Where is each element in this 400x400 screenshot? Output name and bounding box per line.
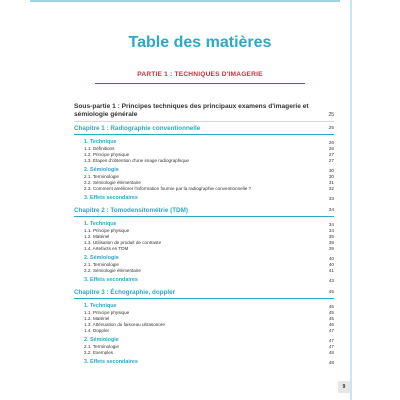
toc-entry[interactable] xyxy=(84,268,334,274)
toc-entry-page: 39 xyxy=(328,240,334,245)
toc-entry-label: 1.3. Atténuation du faisceau ultrasonore xyxy=(84,322,165,327)
section-heading-label: 1. Technique xyxy=(84,303,117,309)
section-heading[interactable] xyxy=(84,303,334,310)
chapter-heading-page: 45 xyxy=(328,290,334,295)
section-heading-label: 3. Effets secondaires xyxy=(84,359,138,365)
toc-entry-label: 1.2. Matériel xyxy=(84,316,110,321)
toc-entry-label: 1.1. Définitions xyxy=(84,146,115,151)
toc-entry-page: 35 xyxy=(328,234,334,239)
toc-entry[interactable] xyxy=(84,186,334,192)
page-number: 9 xyxy=(338,381,350,393)
toc-entry-label: 1.3. Utilisation de produit de contraste xyxy=(84,240,162,245)
toc-entry-page: 39 xyxy=(328,246,334,251)
toc-entry-page: 46 xyxy=(328,322,334,327)
toc-entry[interactable] xyxy=(84,158,334,164)
sous-partie-heading[interactable] xyxy=(74,103,334,119)
chapter-heading[interactable] xyxy=(74,207,334,215)
section-heading-page: 40 xyxy=(328,256,334,261)
section-heading-label: 2. Sémiologie xyxy=(84,255,119,261)
toc-entry-page: 32 xyxy=(328,186,334,191)
section-heading-page: 30 xyxy=(328,168,334,173)
toc-entry-label: 1.2. Principe physique xyxy=(84,152,130,157)
toc-entry[interactable] xyxy=(84,246,334,252)
section-heading[interactable] xyxy=(84,359,334,366)
sous-partie-label: Sous-partie 1 : Principes techniques des principaux examens d'imagerie et sémiologie générale xyxy=(74,103,309,118)
section-heading-label: 3. Effets secondaires xyxy=(84,195,138,201)
chapter-heading-label: Chapitre 1 : Radiographie conventionnelle xyxy=(74,125,201,132)
toc-entry-page: 40 xyxy=(328,262,334,267)
toc-entry-page: 34 xyxy=(328,228,334,233)
toc-entry-page: 26 xyxy=(328,146,334,151)
chapter-heading-page: 34 xyxy=(328,208,334,213)
toc-entry[interactable] xyxy=(84,350,334,356)
section-heading[interactable] xyxy=(84,167,334,174)
chapter-heading[interactable] xyxy=(74,125,334,133)
section-heading[interactable] xyxy=(84,277,334,284)
chapter-heading-page: 25 xyxy=(328,126,334,131)
chapter-heading[interactable] xyxy=(74,289,334,297)
toc-entry-page: 31 xyxy=(328,180,334,185)
page-top-bar xyxy=(30,0,340,2)
section-heading-page: 26 xyxy=(328,140,334,145)
section-heading-page: 34 xyxy=(328,222,334,227)
toc-entry-page: 45 xyxy=(328,316,334,321)
section-heading[interactable] xyxy=(84,337,334,344)
toc-entry-label: 1.1. Principe physique xyxy=(84,310,130,315)
sous-partie-page: 25 xyxy=(328,112,334,118)
chapter-rule xyxy=(74,298,334,299)
toc-entry-page: 45 xyxy=(328,310,334,315)
partie-heading: PARTIE 1 : TECHNIQUES D'IMAGERIE xyxy=(137,71,263,78)
toc-entry-label: 2.1. Terminologie xyxy=(84,262,119,267)
section-heading-label: 2. Sémiologie xyxy=(84,337,119,343)
chapter-heading-label: Chapitre 2 : Tomodensitométrie (TDM) xyxy=(74,207,188,214)
toc-entry-page: 48 xyxy=(328,350,334,355)
toc-entry-label: 1.3. Étapes d'obtention d'une image radiographique xyxy=(84,158,189,163)
toc-entry-label: 2.1. Terminologie xyxy=(84,344,119,349)
section-heading-label: 3. Effets secondaires xyxy=(84,277,138,283)
section-heading[interactable] xyxy=(84,255,334,262)
section-heading-label: 1. Technique xyxy=(84,139,117,145)
chapter-heading-label: Chapitre 3 : Échographie, doppler xyxy=(74,289,176,296)
toc-entry[interactable] xyxy=(84,328,334,334)
chapter-rule xyxy=(74,134,334,135)
toc-entry-page: 41 xyxy=(328,268,334,273)
section-heading-label: 2. Sémiologie xyxy=(84,167,119,173)
section-heading[interactable] xyxy=(84,195,334,202)
toc-entry-page: 27 xyxy=(328,152,334,157)
toc-entry-label: 2.2. Sémiologie élémentaire xyxy=(84,268,141,273)
chapter-rule xyxy=(74,216,334,217)
toc-entry-page: 27 xyxy=(328,158,334,163)
toc-entry-label: 2.3. Comment améliorer l'information fournie par la radiographie conventionnelle ? xyxy=(84,186,252,191)
section-heading[interactable] xyxy=(84,139,334,146)
toc-entry-page: 30 xyxy=(328,174,334,179)
page-edge-rule xyxy=(350,0,352,400)
toc-entry-label: 2.2. Sémiologie élémentaire xyxy=(84,180,141,185)
toc-entry-label: 2.2. Exemples xyxy=(84,350,114,355)
section-heading-page: 33 xyxy=(328,196,334,201)
section-heading-page: 47 xyxy=(328,338,334,343)
partie-underline xyxy=(95,83,305,84)
section-heading-label: 1. Technique xyxy=(84,221,117,227)
toc-entry-label: 1.4. Doppler xyxy=(84,328,110,333)
page-title: Table des matières xyxy=(128,34,272,51)
section-heading-page: 48 xyxy=(328,360,334,365)
toc-entry-page: 47 xyxy=(328,344,334,349)
sous-partie-rule xyxy=(74,121,334,122)
section-heading-page: 45 xyxy=(328,304,334,309)
section-heading-page: 43 xyxy=(328,278,334,283)
toc-entry-label: 1.1. Principe physique xyxy=(84,228,130,233)
section-heading[interactable] xyxy=(84,221,334,228)
toc-entry-page: 47 xyxy=(328,328,334,333)
toc-entry-label: 2.1. Terminologie xyxy=(84,174,119,179)
toc-entry-label: 1.2. Matériel xyxy=(84,234,110,239)
toc-entry-label: 1.4. Artefacts en TDM xyxy=(84,246,129,251)
